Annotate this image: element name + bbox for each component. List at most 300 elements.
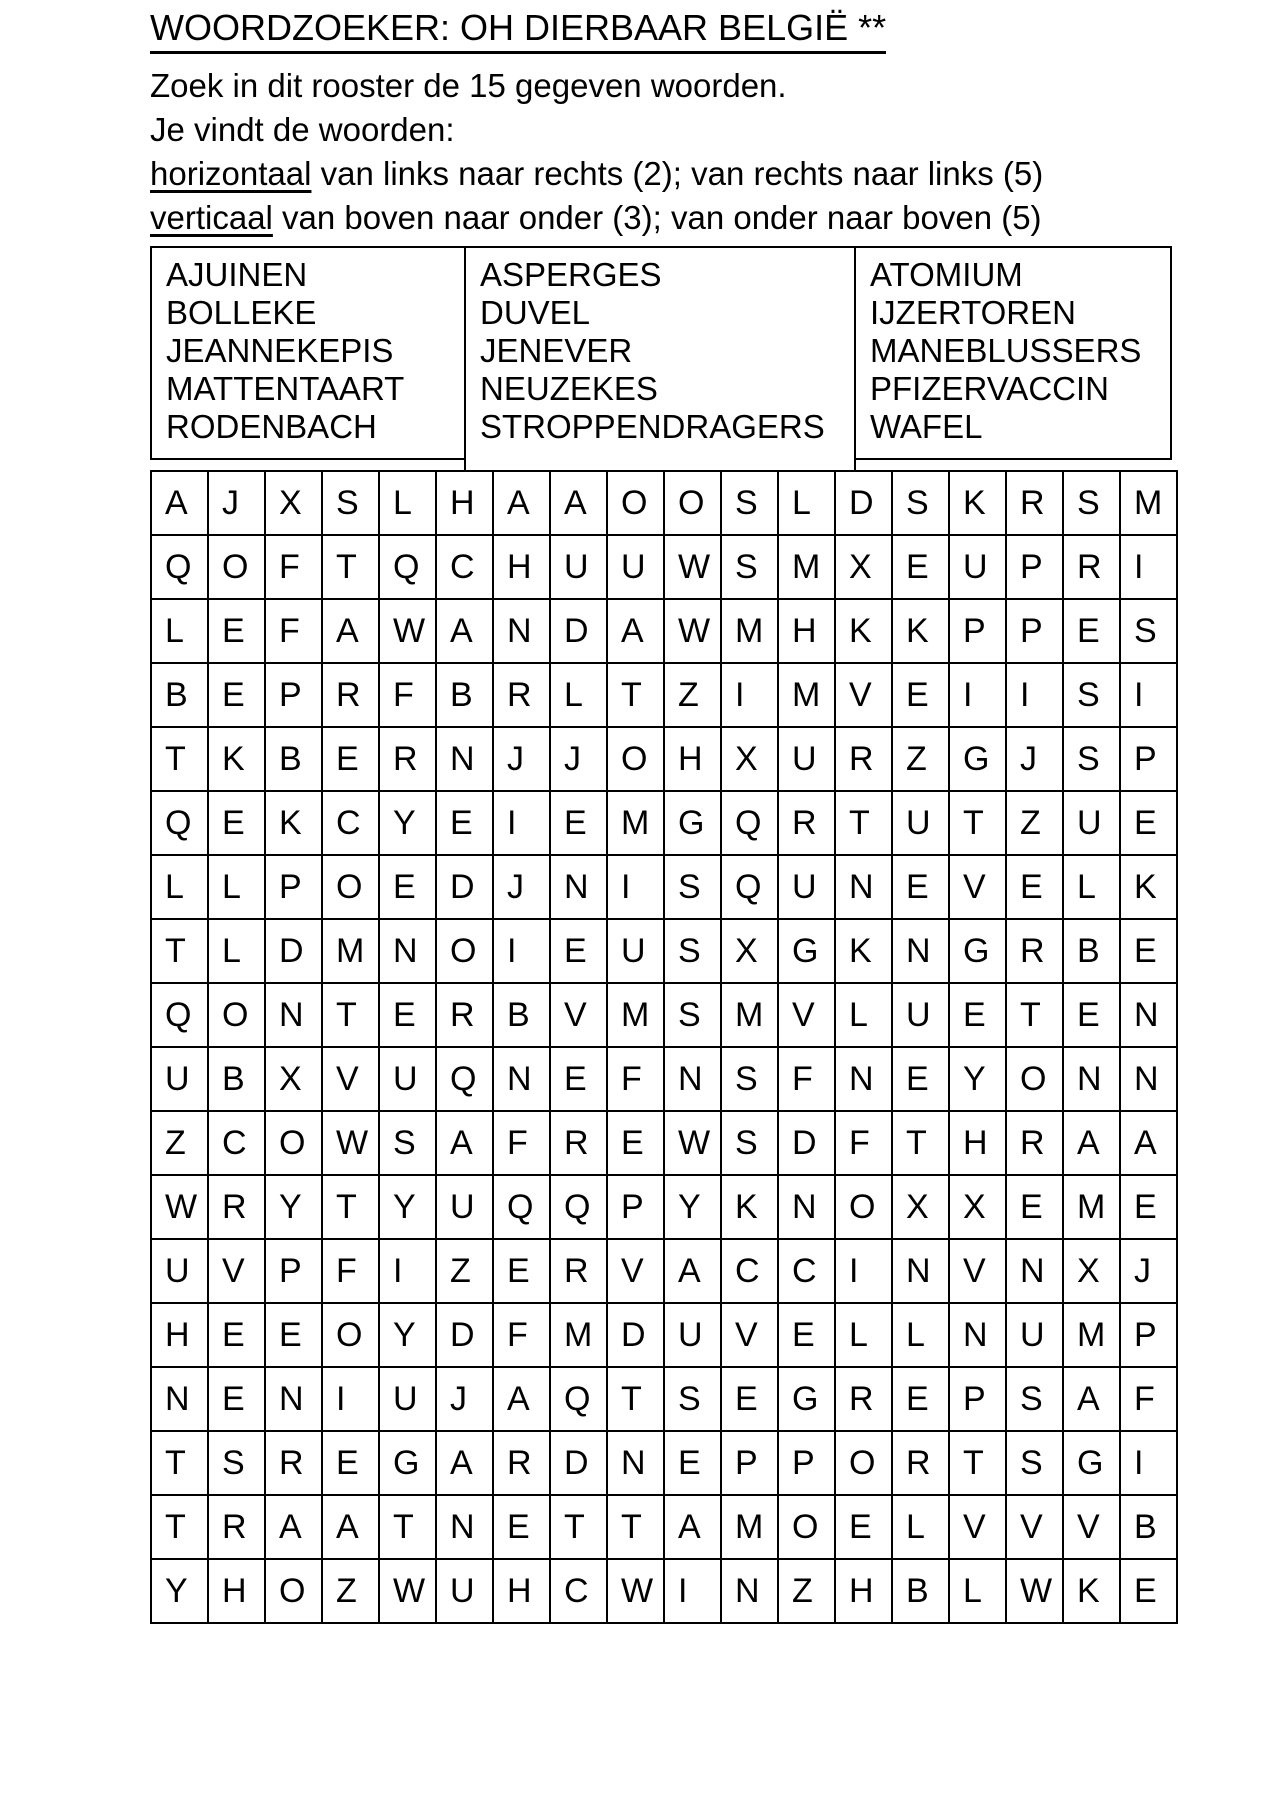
grid-cell: A [1120, 1111, 1177, 1175]
grid-cell: E [1063, 983, 1120, 1047]
grid-cell: I [607, 855, 664, 919]
grid-cell: M [607, 791, 664, 855]
grid-cell: H [493, 1559, 550, 1623]
grid-cell: E [493, 1239, 550, 1303]
grid-cell: Z [436, 1239, 493, 1303]
grid-cell: H [151, 1303, 208, 1367]
grid-cell: N [721, 1559, 778, 1623]
grid-cell: T [607, 1367, 664, 1431]
grid-cell: U [778, 727, 835, 791]
grid-cell: S [892, 471, 949, 535]
grid-cell: A [664, 1239, 721, 1303]
word-list-item: DUVEL [480, 294, 591, 331]
grid-cell: D [778, 1111, 835, 1175]
instruction-line-4-rest: van boven naar onder (3); van onder naar boven (5) [272, 199, 1042, 236]
grid-cell: L [835, 983, 892, 1047]
grid-cell: R [892, 1431, 949, 1495]
grid-cell: L [550, 663, 607, 727]
grid-cell: U [436, 1175, 493, 1239]
grid-cell: Y [379, 1303, 436, 1367]
grid-cell: S [1063, 663, 1120, 727]
grid-cell: P [949, 599, 1006, 663]
grid-cell: C [550, 1559, 607, 1623]
grid-cell: W [379, 599, 436, 663]
grid-row [151, 1239, 1177, 1303]
grid-cell: M [1120, 471, 1177, 535]
grid-cell: K [721, 1175, 778, 1239]
grid-cell: T [322, 1175, 379, 1239]
grid-cell: A [436, 1111, 493, 1175]
grid-cell: E [208, 599, 265, 663]
grid-cell: S [379, 1111, 436, 1175]
grid-cell: N [1006, 1239, 1063, 1303]
grid-cell: V [1063, 1495, 1120, 1559]
grid-cell: S [1006, 1367, 1063, 1431]
grid-cell: G [1063, 1431, 1120, 1495]
grid-cell: C [208, 1111, 265, 1175]
grid-cell: E [379, 983, 436, 1047]
grid-cell: N [664, 1047, 721, 1111]
grid-cell: E [1006, 1175, 1063, 1239]
letter-grid-body [151, 471, 1177, 1623]
grid-cell: W [664, 599, 721, 663]
grid-cell: S [721, 1111, 778, 1175]
grid-cell: C [721, 1239, 778, 1303]
grid-cell: Y [379, 1175, 436, 1239]
grid-row [151, 1367, 1177, 1431]
grid-cell: S [721, 1047, 778, 1111]
grid-cell: I [949, 663, 1006, 727]
grid-cell: R [493, 663, 550, 727]
grid-cell: M [778, 535, 835, 599]
grid-cell: D [265, 919, 322, 983]
grid-cell: J [1120, 1239, 1177, 1303]
grid-cell: O [1006, 1047, 1063, 1111]
grid-cell: S [208, 1431, 265, 1495]
grid-cell: F [493, 1111, 550, 1175]
grid-cell: E [208, 663, 265, 727]
grid-cell: E [1006, 855, 1063, 919]
grid-cell: L [835, 1303, 892, 1367]
grid-cell: G [949, 919, 1006, 983]
grid-cell: W [1006, 1559, 1063, 1623]
grid-cell: S [1120, 599, 1177, 663]
grid-cell: T [151, 919, 208, 983]
grid-cell: M [721, 983, 778, 1047]
grid-cell: P [265, 663, 322, 727]
grid-cell: E [1120, 791, 1177, 855]
grid-cell: D [436, 1303, 493, 1367]
grid-row [151, 1303, 1177, 1367]
grid-row [151, 855, 1177, 919]
grid-cell: O [208, 535, 265, 599]
grid-cell: R [835, 727, 892, 791]
grid-row [151, 1559, 1177, 1623]
grid-cell: N [1120, 983, 1177, 1047]
grid-cell: T [607, 1495, 664, 1559]
grid-cell: O [835, 1431, 892, 1495]
grid-cell: U [550, 535, 607, 599]
grid-cell: U [436, 1559, 493, 1623]
letter-grid [150, 470, 1178, 1624]
word-list-item: RODENBACH [166, 408, 377, 445]
grid-cell: R [1006, 471, 1063, 535]
word-list-column-2 [464, 246, 856, 472]
grid-cell: N [892, 919, 949, 983]
grid-cell: O [322, 1303, 379, 1367]
grid-cell: C [436, 535, 493, 599]
grid-cell: V [778, 983, 835, 1047]
grid-cell: Q [721, 791, 778, 855]
grid-cell: A [607, 599, 664, 663]
grid-cell: A [550, 471, 607, 535]
grid-cell: N [892, 1239, 949, 1303]
grid-cell: U [778, 855, 835, 919]
grid-cell: V [322, 1047, 379, 1111]
grid-cell: O [778, 1495, 835, 1559]
grid-cell: U [664, 1303, 721, 1367]
grid-cell: N [436, 727, 493, 791]
grid-cell: M [721, 1495, 778, 1559]
grid-cell: V [835, 663, 892, 727]
grid-cell: A [322, 599, 379, 663]
grid-cell: T [151, 1431, 208, 1495]
grid-cell: T [1006, 983, 1063, 1047]
grid-cell: H [208, 1559, 265, 1623]
grid-cell: L [151, 855, 208, 919]
grid-cell: E [208, 1303, 265, 1367]
grid-cell: F [379, 663, 436, 727]
grid-cell: P [1120, 1303, 1177, 1367]
grid-cell: X [721, 727, 778, 791]
grid-cell: L [949, 1559, 1006, 1623]
grid-cell: E [949, 983, 1006, 1047]
grid-cell: C [322, 791, 379, 855]
grid-cell: A [322, 1495, 379, 1559]
grid-cell: Z [664, 663, 721, 727]
grid-cell: V [550, 983, 607, 1047]
grid-cell: A [265, 1495, 322, 1559]
instruction-line-1: Zoek in dit rooster de 15 gegeven woorden. [150, 67, 787, 104]
grid-cell: E [721, 1367, 778, 1431]
grid-cell: K [1063, 1559, 1120, 1623]
grid-cell: H [949, 1111, 1006, 1175]
grid-cell: M [550, 1303, 607, 1367]
grid-cell: Q [151, 983, 208, 1047]
instruction-line-3-rest: van links naar rechts (2); van rechts naar links (5) [311, 155, 1044, 192]
grid-cell: F [1120, 1367, 1177, 1431]
grid-cell: T [607, 663, 664, 727]
grid-cell: R [835, 1367, 892, 1431]
grid-cell: Q [550, 1367, 607, 1431]
grid-cell: E [1120, 1175, 1177, 1239]
grid-cell: E [892, 663, 949, 727]
grid-cell: E [550, 1047, 607, 1111]
word-list-column-3 [854, 246, 1172, 460]
grid-cell: I [1120, 535, 1177, 599]
grid-cell: U [151, 1047, 208, 1111]
grid-cell: F [835, 1111, 892, 1175]
grid-cell: H [835, 1559, 892, 1623]
grid-cell: M [322, 919, 379, 983]
grid-cell: X [835, 535, 892, 599]
grid-cell: B [265, 727, 322, 791]
grid-cell: S [1063, 471, 1120, 535]
word-list-item: PFIZERVACCIN [870, 370, 1109, 407]
word-list-item: JEANNEKEPIS [166, 332, 394, 369]
grid-cell: N [436, 1495, 493, 1559]
grid-cell: T [151, 727, 208, 791]
grid-row [151, 791, 1177, 855]
grid-cell: E [778, 1303, 835, 1367]
grid-cell: U [1063, 791, 1120, 855]
grid-cell: H [436, 471, 493, 535]
grid-cell: E [550, 791, 607, 855]
grid-cell: N [493, 1047, 550, 1111]
grid-cell: Q [379, 535, 436, 599]
grid-row [151, 1431, 1177, 1495]
word-list-item: ASPERGES [480, 256, 662, 293]
grid-cell: I [1120, 663, 1177, 727]
word-list-column-1 [150, 246, 466, 460]
grid-cell: N [265, 1367, 322, 1431]
grid-cell: W [322, 1111, 379, 1175]
grid-cell: I [493, 791, 550, 855]
grid-cell: R [1006, 919, 1063, 983]
grid-cell: Q [493, 1175, 550, 1239]
grid-cell: R [208, 1495, 265, 1559]
grid-cell: V [721, 1303, 778, 1367]
grid-cell: N [1063, 1047, 1120, 1111]
grid-cell: V [949, 855, 1006, 919]
grid-cell: W [664, 535, 721, 599]
grid-cell: B [151, 663, 208, 727]
grid-cell: K [835, 599, 892, 663]
grid-cell: V [949, 1239, 1006, 1303]
grid-cell: P [1120, 727, 1177, 791]
grid-cell: L [379, 471, 436, 535]
grid-cell: E [892, 855, 949, 919]
grid-cell: T [835, 791, 892, 855]
grid-cell: E [892, 535, 949, 599]
grid-cell: T [322, 983, 379, 1047]
grid-cell: O [322, 855, 379, 919]
grid-cell: S [721, 535, 778, 599]
grid-cell: H [664, 727, 721, 791]
grid-cell: T [949, 1431, 1006, 1495]
grid-cell: S [322, 471, 379, 535]
grid-cell: E [835, 1495, 892, 1559]
grid-cell: R [436, 983, 493, 1047]
grid-cell: Y [949, 1047, 1006, 1111]
grid-cell: Z [322, 1559, 379, 1623]
grid-cell: E [379, 855, 436, 919]
grid-cell: O [265, 1111, 322, 1175]
grid-cell: E [1063, 599, 1120, 663]
grid-cell: R [778, 791, 835, 855]
grid-cell: E [208, 791, 265, 855]
grid-cell: Q [721, 855, 778, 919]
grid-cell: E [208, 1367, 265, 1431]
grid-cell: Q [436, 1047, 493, 1111]
grid-cell: W [379, 1559, 436, 1623]
grid-cell: T [949, 791, 1006, 855]
grid-cell: Z [778, 1559, 835, 1623]
grid-row [151, 471, 1177, 535]
grid-cell: R [265, 1431, 322, 1495]
grid-cell: S [664, 983, 721, 1047]
grid-cell: E [664, 1431, 721, 1495]
grid-cell: U [379, 1047, 436, 1111]
grid-cell: H [493, 535, 550, 599]
grid-cell: W [607, 1559, 664, 1623]
grid-cell: W [664, 1111, 721, 1175]
grid-cell: X [265, 471, 322, 535]
grid-cell: Z [892, 727, 949, 791]
grid-cell: O [208, 983, 265, 1047]
grid-cell: J [1006, 727, 1063, 791]
grid-cell: N [550, 855, 607, 919]
grid-cell: Z [1006, 791, 1063, 855]
grid-cell: J [436, 1367, 493, 1431]
grid-cell: S [664, 919, 721, 983]
grid-cell: U [607, 919, 664, 983]
grid-cell: N [379, 919, 436, 983]
grid-cell: C [778, 1239, 835, 1303]
grid-row [151, 1047, 1177, 1111]
grid-cell: Y [664, 1175, 721, 1239]
grid-cell: L [151, 599, 208, 663]
grid-cell: E [550, 919, 607, 983]
grid-cell: F [265, 535, 322, 599]
grid-cell: K [949, 471, 1006, 535]
grid-cell: F [778, 1047, 835, 1111]
grid-cell: I [664, 1559, 721, 1623]
grid-cell: E [1120, 919, 1177, 983]
grid-cell: U [607, 535, 664, 599]
grid-cell: E [265, 1303, 322, 1367]
grid-cell: K [1120, 855, 1177, 919]
grid-cell: K [208, 727, 265, 791]
grid-cell: R [208, 1175, 265, 1239]
grid-cell: J [550, 727, 607, 791]
grid-cell: A [664, 1495, 721, 1559]
grid-cell: Y [265, 1175, 322, 1239]
grid-cell: I [835, 1239, 892, 1303]
grid-cell: Y [151, 1559, 208, 1623]
grid-cell: O [607, 471, 664, 535]
grid-cell: A [436, 1431, 493, 1495]
grid-cell: L [208, 919, 265, 983]
grid-cell: P [949, 1367, 1006, 1431]
grid-cell: A [436, 599, 493, 663]
grid-cell: Q [550, 1175, 607, 1239]
puzzle-title: WOORDZOEKER: OH DIERBAAR BELGIË ** [150, 8, 886, 54]
grid-cell: L [892, 1303, 949, 1367]
grid-cell: V [949, 1495, 1006, 1559]
grid-cell: U [892, 983, 949, 1047]
grid-cell: X [949, 1175, 1006, 1239]
grid-cell: O [835, 1175, 892, 1239]
grid-cell: G [379, 1431, 436, 1495]
word-list-item: ATOMIUM [870, 256, 1023, 293]
grid-cell: E [892, 1047, 949, 1111]
grid-cell: F [493, 1303, 550, 1367]
grid-cell: S [1063, 727, 1120, 791]
grid-cell: T [379, 1495, 436, 1559]
grid-cell: I [721, 663, 778, 727]
grid-cell: N [607, 1431, 664, 1495]
word-list-item: JENEVER [480, 332, 633, 369]
grid-cell: L [1063, 855, 1120, 919]
grid-cell: B [493, 983, 550, 1047]
instruction-line-3 [150, 152, 1043, 196]
grid-cell: Q [151, 791, 208, 855]
grid-cell: I [322, 1367, 379, 1431]
grid-cell: L [208, 855, 265, 919]
grid-cell: D [436, 855, 493, 919]
grid-cell: E [493, 1495, 550, 1559]
grid-cell: S [1006, 1431, 1063, 1495]
grid-cell: J [493, 855, 550, 919]
word-list-item: BOLLEKE [166, 294, 317, 331]
grid-row [151, 535, 1177, 599]
grid-cell: F [265, 599, 322, 663]
grid-cell: B [1063, 919, 1120, 983]
grid-cell: Z [151, 1111, 208, 1175]
word-list-item: WAFEL [870, 408, 983, 445]
grid-cell: V [1006, 1495, 1063, 1559]
grid-row [151, 1175, 1177, 1239]
instruction-line-2: Je vindt de woorden: [150, 111, 455, 148]
grid-cell: N [265, 983, 322, 1047]
grid-cell: I [1006, 663, 1063, 727]
grid-cell: E [607, 1111, 664, 1175]
grid-cell: J [208, 471, 265, 535]
grid-cell: E [322, 727, 379, 791]
grid-cell: B [1120, 1495, 1177, 1559]
grid-cell: T [550, 1495, 607, 1559]
grid-cell: K [835, 919, 892, 983]
grid-cell: O [664, 471, 721, 535]
grid-cell: V [208, 1239, 265, 1303]
grid-cell: L [778, 471, 835, 535]
grid-cell: N [151, 1367, 208, 1431]
grid-cell: S [664, 1367, 721, 1431]
grid-cell: X [1063, 1239, 1120, 1303]
grid-cell: M [1063, 1175, 1120, 1239]
grid-cell: P [265, 1239, 322, 1303]
grid-cell: S [721, 471, 778, 535]
grid-cell: U [892, 791, 949, 855]
grid-cell: I [493, 919, 550, 983]
word-list-item: NEUZEKES [480, 370, 658, 407]
grid-cell: R [379, 727, 436, 791]
grid-row [151, 919, 1177, 983]
grid-cell: O [436, 919, 493, 983]
grid-row [151, 727, 1177, 791]
grid-cell: Y [379, 791, 436, 855]
grid-cell: P [265, 855, 322, 919]
grid-cell: N [835, 1047, 892, 1111]
grid-cell: I [1120, 1431, 1177, 1495]
grid-cell: T [322, 535, 379, 599]
grid-cell: R [493, 1431, 550, 1495]
grid-cell: G [778, 919, 835, 983]
grid-cell: D [550, 1431, 607, 1495]
grid-cell: N [949, 1303, 1006, 1367]
grid-cell: U [151, 1239, 208, 1303]
